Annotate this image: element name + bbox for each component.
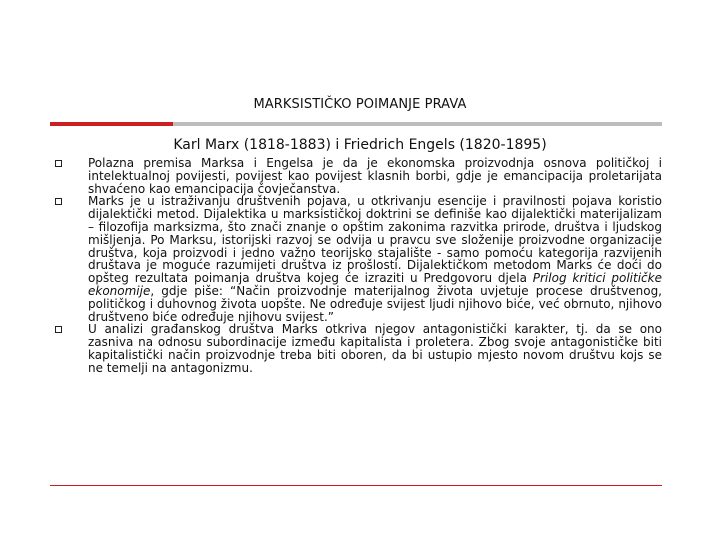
bullet-text-part-1: Marks je u istraživanju društvenih pojava, u otkrivanju esencije i pravilnosti pojava koristio dijalektički metod. Dijalektika u marksističkoj doktrini se definiše kao dijalektički materijalizam – filozofija marksizma, što znači znanje o opštim zakonima razvitka prirode, društva i ljudskog mišljenja. Po Marksu, istorijski razvoj se odvija u pravcu sve složenije proizvodne organizacije društva, koja proizvodi i jedno važno teorijsko stajalište - samo pomoću kategorija razvijenih društava je moguće razumijeti društva iz prošlosti. Dijalektičkom metodom Marks će doći do opšteg rezultata poimanja društva kojeg će izraziti u Predgovoru djela: [88, 194, 662, 286]
bullet-list: [52, 157, 662, 375]
square-bullet-icon: [55, 326, 62, 333]
title-accent-bar: [50, 122, 662, 126]
book-title-italic: Prilog kritici političke ekonomije: [88, 271, 662, 298]
slide-subtitle: Karl Marx (1818-1883) i Friedrich Engels (1820-1895): [173, 137, 547, 153]
accent-bar-red-segment: [50, 122, 173, 126]
bullet-item-1: [52, 157, 662, 195]
bullet-text: Polazna premisa Marksa i Engelsa je da je ekonomska proizvodnja osnova političkoj i intelektualnoj povijesti, povijest kao povijest klasnih borbi, gdje je emancipacija proletarijata shvaćeno kao emancipacija čovječanstva.: [88, 156, 662, 196]
slide-title: MARKSISTIČKO POIMANJE PRAVA: [253, 97, 467, 112]
bullet-item-3: [52, 323, 662, 374]
square-bullet-icon: [55, 198, 62, 205]
bullet-item-2: [52, 195, 662, 323]
bullet-text-part-2: , gdje piše: “Način proizvodnje materijalnog života uvjetuje procese društvenog, političkog i duhovnog života uopšte. Ne određuje svijest ljudi njihovo biće, već obrnuto, njihovo društveno biće određuje njihovu svijest.”: [88, 283, 662, 324]
bottom-divider: [50, 485, 662, 486]
bullet-text: U analizi građanskog društva Marks otkriva njegov antagonistički karakter, tj. da se ono zasniva na odnosu subordinacije između kapitalista i proletera. Zbog svoje antagonističke biti kapitalistički način proizvodnje treba biti oboren, da bi ustupio mjesto novom društvu kojs se ne temelji na antagonizmu.: [88, 322, 662, 375]
square-bullet-icon: [55, 160, 62, 167]
accent-bar-gray-segment: [173, 122, 662, 126]
